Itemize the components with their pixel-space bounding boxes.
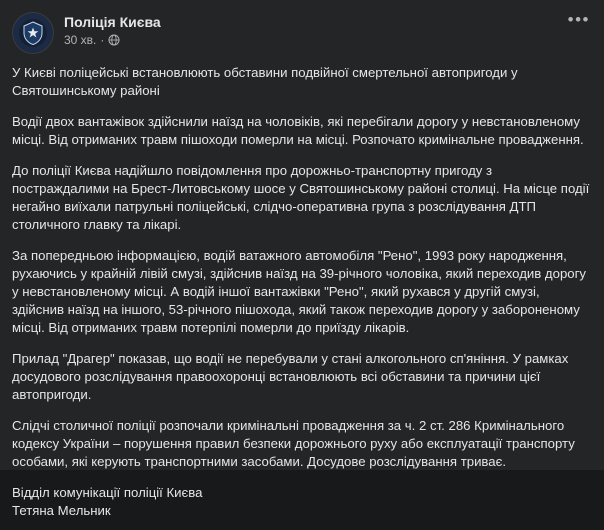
avatar[interactable]	[12, 12, 54, 54]
signature-line: Тетяна Мельник	[12, 503, 111, 518]
post-author-block	[64, 12, 161, 47]
post-meta	[64, 33, 161, 47]
post-timestamp[interactable]: 30 хв.	[64, 33, 97, 47]
post-paragraph: У Києві поліцейські встановлюють обставини подвійної смертельної автопригоди у Святошинському районі	[12, 65, 518, 98]
police-badge-icon	[18, 18, 48, 48]
meta-separator: ·	[100, 33, 105, 47]
page-name[interactable]: Поліція Києва	[64, 14, 161, 30]
post-paragraph: Слідчі столичної поліції розпочали кримінальні провадження за ч. 2 ст. 286 Кримінального кодексу України – порушення правил безпеки дорожнього руху або експлуатації транспорту особами, які керують транспортними засобами. Досудове розслідування триває.	[12, 418, 575, 469]
post-header	[0, 0, 604, 58]
more-options-icon[interactable]: •••	[567, 10, 590, 29]
globe-icon[interactable]	[108, 34, 120, 46]
post-paragraph: Водії двох вантажівок здійснили наїзд на чоловіків, які перебігали дорогу у невстановленому місці. Від отриманих травм пішоходи померли на місці. Розпочато кримінальне провадження.	[12, 114, 584, 147]
post-paragraph: Прилад "Драгер" показав, що водії не перебували у стані алкогольного сп'яніння. У рамках досудового розслідування правоохоронці встановлюють всі обставини та причини цієї автопригоди.	[12, 351, 569, 402]
post-paragraph: За попередньою інформацією, водій ватажного автомобіля "Рено", 1993 року народження, рухаючись у крайній лівій смузі, здійснив наїзд на 39-річного чоловіка, який переходив дорогу у невстановленому місці. А водій іншої вантажівки "Рено", який рухався у другій смузі, здійснив наїзд на іншого, 53-річного пішохода, який також переходив дорогу у забороненому місці. Від отриманих травм потерпілі померли до приїзду лікарів.	[12, 248, 587, 335]
post-paragraph: До поліції Києва надійшло повідомлення про дорожньо-транспортну пригоду з постраждалими на Брест-Литовському шосе у Святошинському районі столиці. На місце події негайно виїхали патрульні поліцейські, слідчо-оперативна група з розслідування ДТП столичного главку та лікарі.	[12, 163, 590, 232]
post-text-body	[0, 58, 604, 530]
signature-line: Відділ комунікації поліції Києва	[12, 485, 203, 500]
post-signature	[12, 484, 592, 520]
